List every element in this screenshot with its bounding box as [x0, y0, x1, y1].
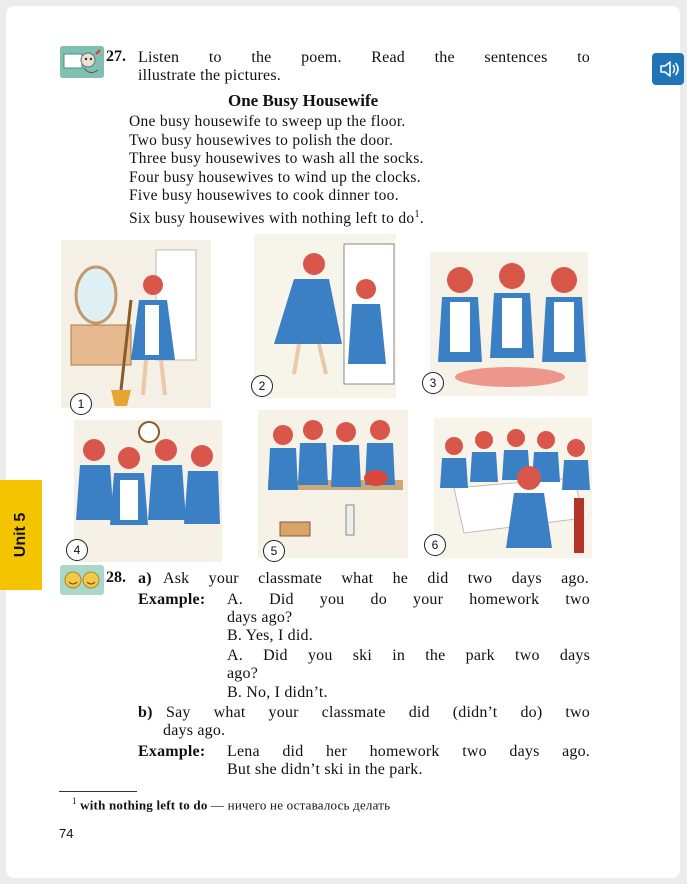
listen-read-icon [60, 46, 104, 78]
example-line: Lena did her homework two days ago. [227, 743, 590, 760]
exercise-28-number: 28. [106, 569, 126, 586]
page-number: 74 [59, 826, 74, 841]
illustration-wind-clocks [74, 420, 222, 562]
picture-number: 5 [263, 540, 285, 562]
audio-play-button[interactable] [652, 53, 684, 85]
textbook-page [6, 6, 680, 878]
illustration-nothing-left [434, 418, 592, 558]
poem-title: One Busy Housewife [228, 91, 379, 110]
picture-number: 3 [422, 372, 444, 394]
dialog-line: A. Did you do your homework two [227, 591, 590, 608]
dialog-line: B. Yes, I did. [227, 627, 313, 644]
poem-line: One busy housewife to sweep up the floor. [129, 113, 406, 130]
footnote-term: with nothing left to do [80, 797, 208, 813]
unit-tab [0, 480, 42, 590]
footnote-mark: 1 [72, 796, 77, 806]
poem [129, 113, 424, 229]
task-b-text-line2: days ago. [163, 722, 226, 739]
poem-line-last: Six busy housewives with nothing left to $do^1$. [129, 208, 424, 228]
example-label: Example: [138, 743, 206, 760]
dialog-line: B. No, I didn’t. [227, 684, 328, 701]
task-b-label: b) [138, 704, 153, 721]
dialog-line: A. Did you ski in the park two days [227, 647, 590, 664]
speaker-icon [652, 53, 684, 85]
picture-number: 6 [424, 534, 446, 556]
illustration-sweep [61, 240, 211, 408]
footnote-dash: — [211, 797, 225, 813]
picture-number: 1 [70, 393, 92, 415]
exercise-27-instruction-line1: Listen to the poem. Read the sentences to [138, 49, 590, 66]
task-b-text-line1: Say what your classmate did (didn’t do) two [166, 704, 590, 721]
footnote-divider [59, 791, 137, 792]
picture-number: 2 [251, 375, 273, 397]
example-line: But she didn’t ski in the park. [227, 761, 423, 778]
task-a-label: a) [138, 570, 152, 587]
poem-line: Four busy housewives to wind up the clocks. [129, 168, 421, 186]
dialog-line: days ago? [227, 609, 293, 626]
illustration-wash-socks [430, 252, 588, 396]
footnote-translation: ничего не оставалось делать [227, 797, 391, 813]
poem-line: Three busy housewives to wash all the socks. [129, 150, 424, 168]
footnote-mark: 1 [414, 208, 420, 220]
exercise-27-instruction-line2: illustrate the pictures. [138, 67, 281, 84]
illustration-cook-dinner [258, 410, 408, 558]
footnote [72, 796, 390, 813]
poem-line: Five busy housewives to cook dinner too. [129, 187, 399, 205]
dialog-line: ago? [227, 665, 259, 682]
unit-tab-label: Unit 5 [12, 512, 29, 558]
illustration-polish-door [254, 234, 396, 398]
example-label: Example: [138, 591, 206, 608]
exercise-27-number: 27. [106, 48, 126, 65]
task-a-text: Ask your classmate what he did two days ago. [163, 570, 589, 587]
picture-number: 4 [66, 539, 88, 561]
speaking-icon [60, 565, 104, 595]
poem-line-text: Six busy housewives with nothing left to do [129, 210, 415, 228]
poem-line: Two busy housewives to polish the door. [129, 131, 394, 149]
